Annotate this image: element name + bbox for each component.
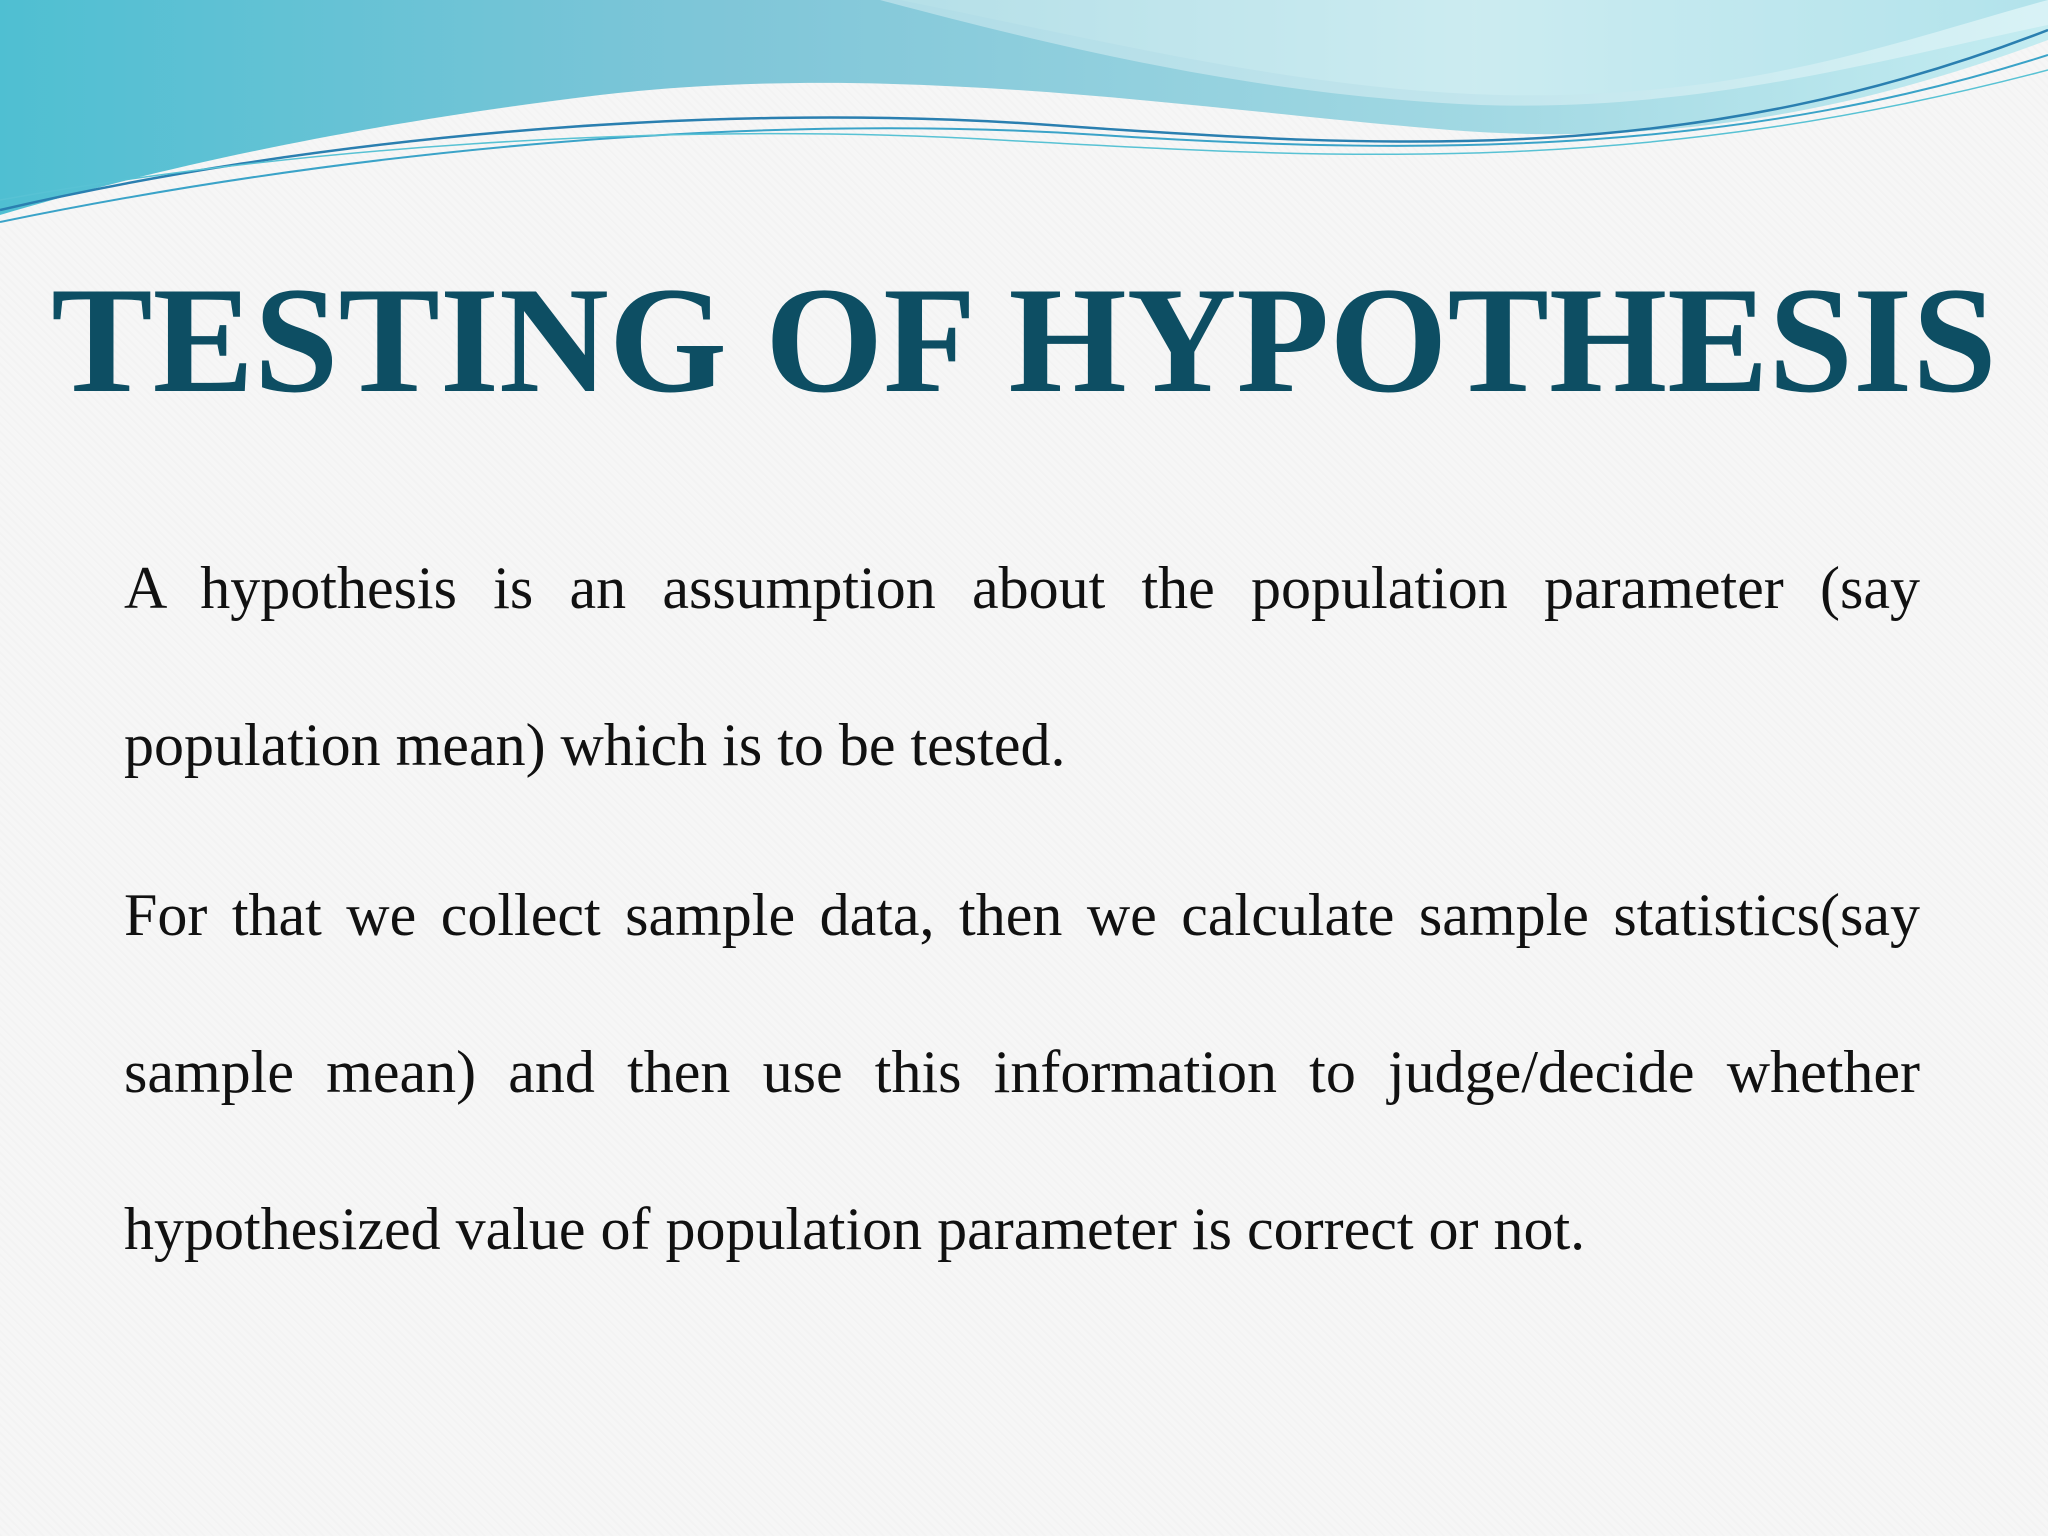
decorative-wave-header [0, 0, 2048, 240]
slide-body [124, 510, 1920, 1321]
paragraph-definition: A hypothesis is an assumption about the population parameter (say population mean) which is to be tested. [124, 555, 1920, 778]
slide-title: TESTING OF HYPOTHESIS [51, 256, 1997, 424]
paragraph-procedure: For that we collect sample data, then we calculate sample statistics(say sample mean) and then use this information to judge/decide whether hypothesized value of population parameter is correct or not. [124, 882, 1920, 1262]
